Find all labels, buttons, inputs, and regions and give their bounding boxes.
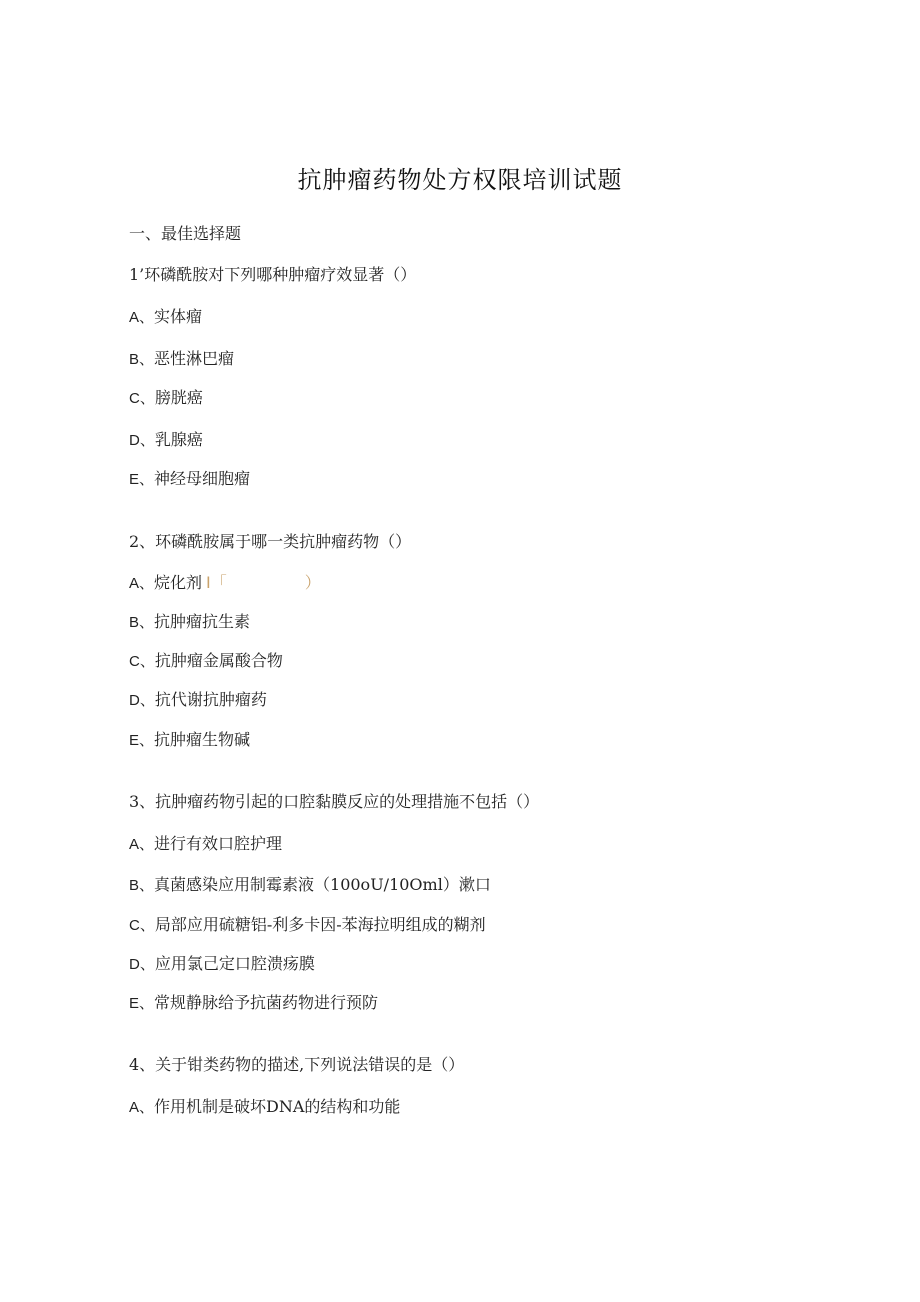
option-label: A、: [129, 309, 155, 326]
option-label: B、: [129, 351, 155, 368]
option-label: C、: [129, 390, 155, 407]
option-label: D、: [129, 692, 155, 709]
option-text: 抗肿瘤抗生素: [154, 612, 251, 631]
option-text: 抗肿瘤金属酸合物: [154, 651, 283, 670]
question-3-option-d: [129, 953, 315, 976]
option-label: D、: [129, 432, 155, 449]
option-text: 真菌感染应用制霉素液（100oU/10Oml）漱口: [154, 875, 491, 894]
question-1-option-a: [129, 306, 202, 329]
option-label: B、: [129, 614, 155, 631]
question-3-option-e: [129, 992, 378, 1015]
question-3-stem: 3、抗肿瘤药物引起的口腔黏膜反应的处理措施不包括（）: [129, 792, 540, 811]
answer-blank-open: I「: [206, 573, 227, 592]
option-label: B、: [129, 877, 155, 894]
document-title: 抗肿瘤药物处方权限培训试题: [297, 166, 623, 194]
option-text: 作用机制是破坏DNA的结构和功能: [154, 1097, 401, 1116]
question-2-option-b: [129, 611, 250, 634]
option-text: 进行有效口腔护理: [154, 834, 283, 853]
question-1-stem: 1’环磷酰胺对下列哪种肿瘤疗效显著（）: [129, 265, 417, 284]
option-label: D、: [129, 956, 155, 973]
option-text: 恶性淋巴瘤: [154, 349, 235, 368]
question-2-option-c: [129, 650, 283, 673]
question-3-option-b: [129, 874, 491, 897]
question-2-option-e: [129, 729, 250, 752]
option-label: A、: [129, 575, 155, 592]
option-label: C、: [129, 653, 155, 670]
option-label: A、: [129, 1099, 155, 1116]
option-label: C、: [129, 917, 155, 934]
question-1-option-b: [129, 348, 234, 371]
option-text: 应用氯己定口腔溃疡膜: [154, 954, 315, 973]
question-1-option-d: [129, 429, 203, 452]
question-4-option-a: [129, 1096, 400, 1119]
option-text: 抗肿瘤生物碱: [154, 730, 251, 749]
question-1-option-e: [129, 468, 250, 491]
option-label: E、: [129, 995, 155, 1012]
option-text: 抗代谢抗肿瘤药: [154, 690, 267, 709]
question-2-option-a: [129, 572, 321, 595]
option-text: 膀胱癌: [154, 388, 203, 407]
option-text: 常规静脉给予抗菌药物进行预防: [154, 993, 379, 1012]
question-3-option-a: [129, 833, 282, 856]
option-text: 烷化剂: [154, 573, 203, 592]
question-1-option-c: [129, 387, 203, 410]
question-2-stem: 2、环磷酰胺属于哪一类抗肿瘤药物（）: [129, 532, 412, 551]
option-label: E、: [129, 732, 155, 749]
option-text: 局部应用硫糖铝-利多卡因-苯海拉明组成的糊剂: [154, 915, 486, 934]
answer-blank-mark: [206, 572, 321, 594]
option-label: A、: [129, 836, 155, 853]
option-text: 实体瘤: [154, 307, 203, 326]
question-4-stem: 4、关于钳类药物的描述,下列说法错误的是（）: [129, 1055, 465, 1074]
option-text: 神经母细胞瘤: [154, 469, 251, 488]
option-text: 乳腺癌: [154, 430, 203, 449]
option-label: E、: [129, 471, 155, 488]
answer-blank-close: ）: [304, 573, 321, 592]
section-heading: 一、最佳选择题: [129, 224, 242, 243]
question-3-option-c: [129, 914, 486, 937]
question-2-option-d: [129, 689, 267, 712]
